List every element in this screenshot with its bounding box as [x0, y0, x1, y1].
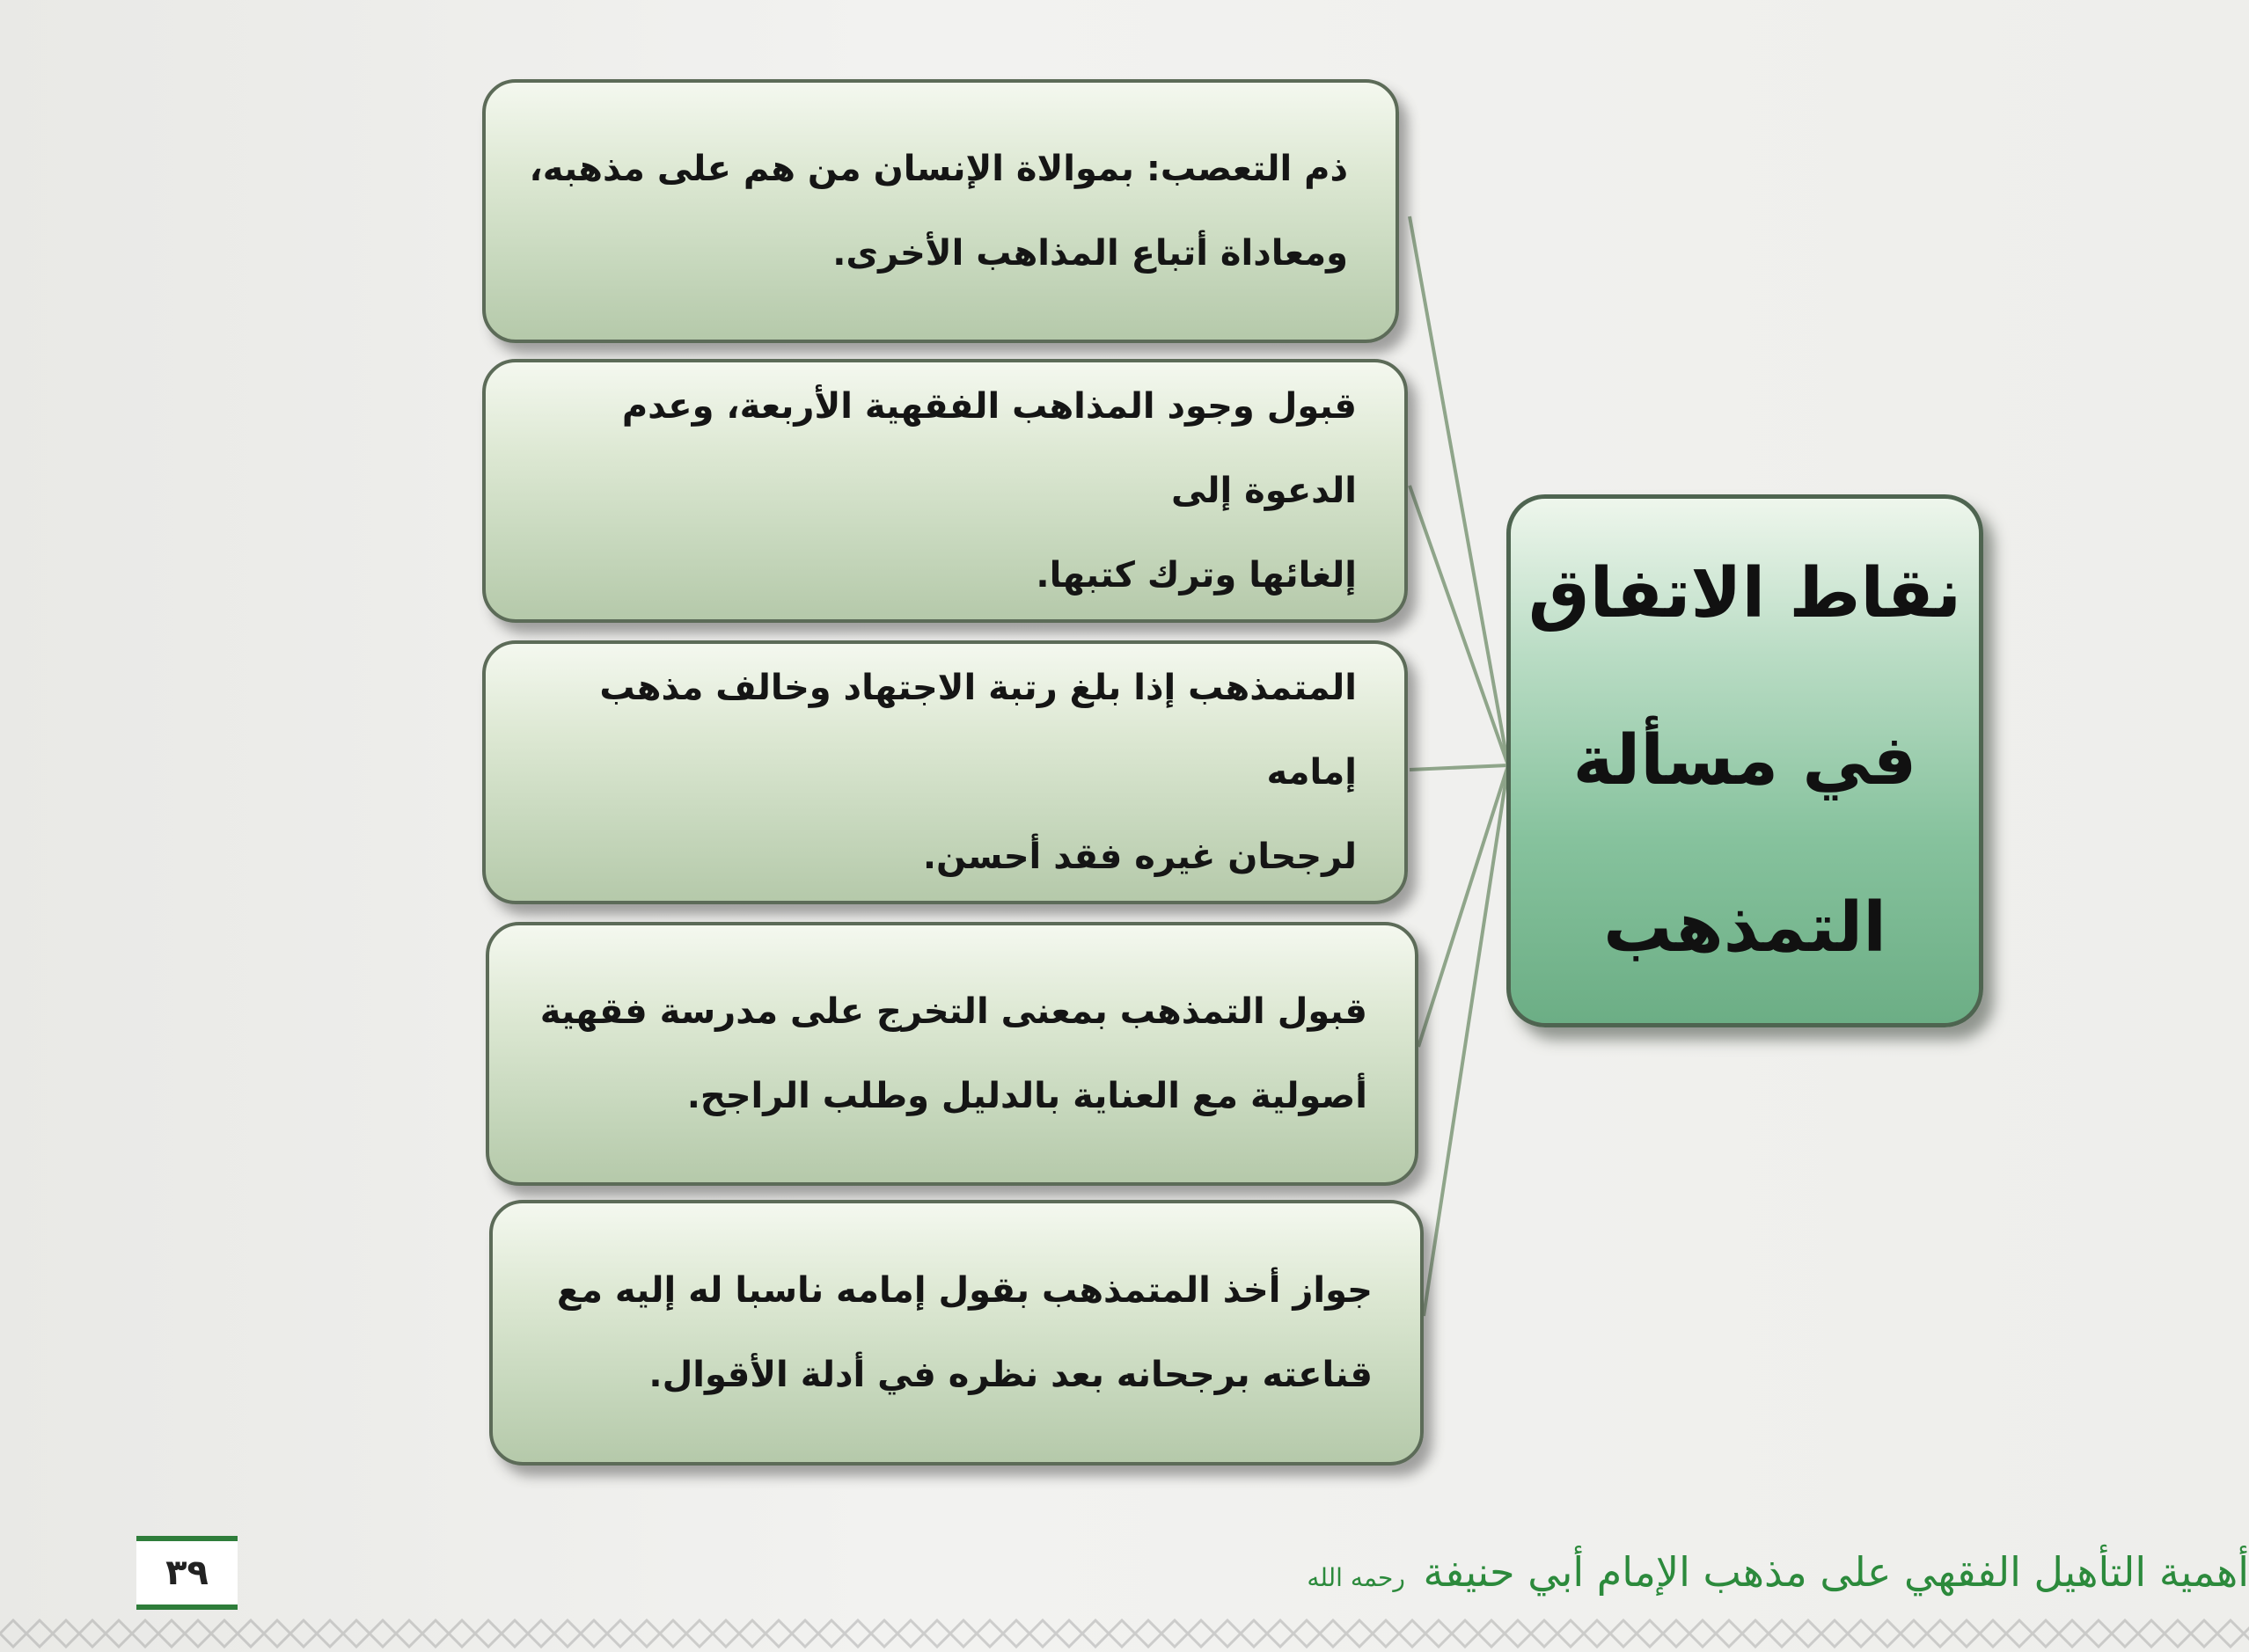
footer-ornament-pattern — [0, 1615, 2249, 1652]
connector-2 — [1410, 486, 1508, 765]
point-1-line-2: ومعاداة أتباع المذاهب الأخرى. — [832, 233, 1348, 274]
point-2-line-2: إلغائها وترك كتبها. — [1036, 555, 1357, 596]
page-number-box — [136, 1536, 238, 1610]
point-5-line-1: جواز أخذ المتمذهب بقول إمامه ناسبا له إليه مع — [556, 1270, 1373, 1311]
point-2-line-1: قبول وجود المذاهب الفقهية الأربعة، وعدم الدعوة إلى — [621, 386, 1357, 511]
point-4-line-2: أصولية مع العناية بالدليل وطلب الراجح. — [686, 1076, 1367, 1116]
honorific-seal: رحمه الله — [1307, 1563, 1405, 1592]
point-5-line-2: قناعته برجحانه بعد نظره في أدلة الأقوال. — [648, 1355, 1373, 1395]
footer-title-text: أهمية التأهيل الفقهي على مذهب الإمام أبي حنيفة — [1423, 1548, 2249, 1596]
center-topic-box — [1506, 494, 1983, 1027]
point-box-5 — [489, 1200, 1424, 1466]
point-4-line-1: قبول التمذهب بمعنى التخرج على مدرسة فقهية — [539, 991, 1367, 1032]
point-box-3 — [482, 640, 1408, 904]
page-number: ٣٩ — [165, 1553, 209, 1593]
connector-3 — [1410, 765, 1508, 770]
connector-5 — [1424, 765, 1508, 1316]
point-box-4 — [486, 922, 1418, 1186]
point-box-2 — [482, 359, 1408, 623]
point-1-line-1: ذم التعصب: بموالاة الإنسان من هم على مذهبه، — [529, 149, 1348, 189]
center-title-line-1: نقاط الاتفاق — [1527, 554, 1962, 633]
connector-1 — [1410, 216, 1508, 765]
center-title-line-2: في مسألة التمذهب — [1572, 721, 1917, 968]
point-3-line-1: المتمذهب إذا بلغ رتبة الاجتهاد وخالف مذهب إمامه — [599, 668, 1357, 793]
connector-4 — [1418, 765, 1508, 1047]
footer-title — [313, 1541, 2249, 1609]
point-3-line-2: لرجحان غيره فقد أحسن. — [922, 837, 1357, 877]
point-box-1 — [482, 79, 1399, 343]
